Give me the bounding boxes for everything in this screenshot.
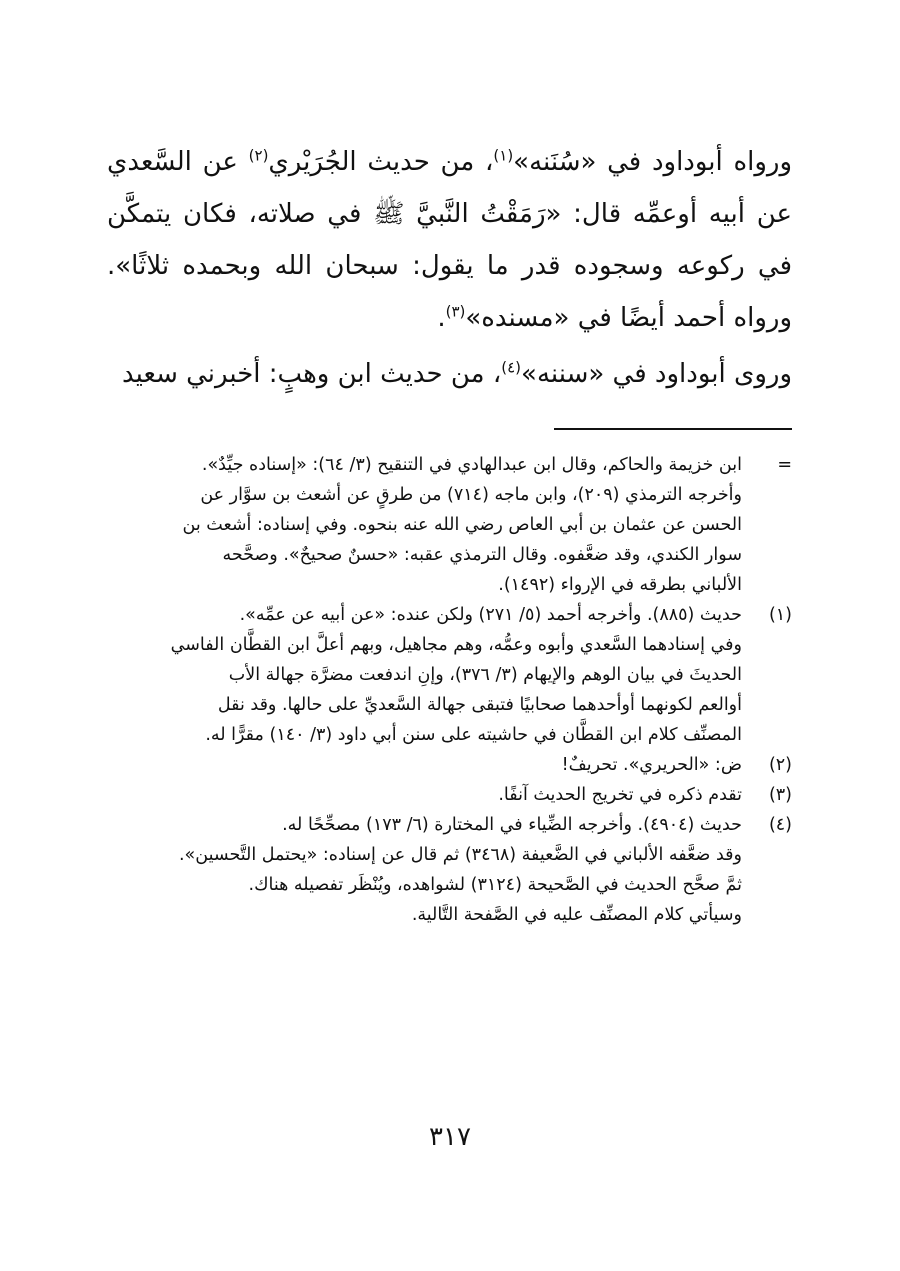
footnote-line: ابن خزيمة والحاكم، وقال ابن عبدالهادي في التنقيح (٣/ ٦٤): «إسناده جيِّدٌ».	[201, 455, 742, 475]
footnote-line: تقدم ذكره في تخريج الحديث آنفًا.	[498, 785, 742, 805]
footnote-separator	[554, 428, 792, 430]
footnote-line: وقد ضعَّفه الألباني في الضَّعيفة (٣٤٦٨) ثم قال عن إسناده: «يحتمل التَّحسين».	[178, 845, 742, 865]
footnote-line: حديث (٤٩٠٤). وأخرجه الضِّياء في المختارة (٦/ ١٧٣) مصحِّحًا له.	[282, 815, 742, 835]
footnote-ref-1: (١)	[493, 146, 514, 165]
footnote-line: أوالعم لكونهما أوأحدهما صحابيًا فتبقى جهالة السَّعديِّ على حالها. وقد نقل	[217, 695, 742, 715]
footnote-marker: (١)	[768, 605, 792, 625]
paragraph-1-part-c: عن السَّعدي عن أبيه أوعمِّه قال: «رَمَقْتُ النَّبيَّ ﷺ في صلاته، فكان يتمكَّن في ركوعه وسجوده قدر ما يقول: سبحان الله وبحمده ثلاثًا». ورواه أحمد أيضًا في «مسنده»	[107, 147, 792, 333]
footnote-line: المصنِّف كلام ابن القطَّان في حاشيته على سنن أبي داود (٣/ ١٤٠) مقرًّا له.	[205, 725, 742, 745]
footnote-3	[102, 780, 792, 810]
footnote-line: وأخرجه الترمذي (٢٠٩)، وابن ماجه (٧١٤) من طرقٍ عن أشعث بن سوَّار عن	[200, 485, 742, 505]
paragraph-1-part-a: ورواه أبوداود في «سُنَنه»	[513, 147, 793, 177]
paragraph-2	[107, 348, 792, 400]
footnote-body	[102, 780, 742, 810]
footnote-ref-2: (٢)	[248, 146, 269, 165]
footnote-marker: =	[777, 455, 792, 475]
footnote-line: حديث (٨٨٥). وأخرجه أحمد (٥/ ٢٧١) ولكن عنده: «عن أبيه عن عمِّه».	[239, 605, 742, 625]
footnote-line: سوار الكندي، وقد ضعَّفوه. وقال الترمذي عقبه: «حسنٌ صحيحٌ». وصحَّحه	[222, 545, 742, 565]
footnote-body	[102, 450, 742, 600]
footnote-marker: (٣)	[768, 785, 792, 805]
footnotes	[102, 450, 792, 930]
paragraph-2-part-b: ، من حديث ابن وهبٍ: أخبرني سعيد	[122, 359, 502, 389]
footnote-continuation	[102, 450, 792, 600]
footnote-line: الحديثَ في بيان الوهم والإيهام (٣/ ٣٧٦)، وإنِ اندفعت مضرَّة جهالة الأب	[228, 665, 742, 685]
footnote-marker: (٢)	[768, 755, 792, 775]
footnote-line: الألباني بطرقه في الإرواء (١٤٩٢).	[498, 575, 742, 595]
footnote-1	[102, 600, 792, 750]
footnote-line: ض: «الحريري». تحريفٌ!	[561, 755, 742, 775]
footnote-marker: (٤)	[768, 815, 792, 835]
paragraph-2-part-a: وروى أبوداود في «سننه»	[521, 359, 792, 389]
footnote-line: ثمَّ صحَّح الحديث في الصَّحيحة (٣١٢٤) لشواهده، ويُنْظَر تفصيله هناك.	[248, 875, 742, 895]
paragraph-1-part-b: ، من حديث الجُرَيْري	[268, 147, 494, 177]
footnote-body	[102, 750, 742, 780]
footnote-line: وفي إسنادهما السَّعدي وأبوه وعمُّه، وهم مجاهيل، وبهم أعلَّ ابن القطَّان الفاسي	[170, 635, 742, 655]
footnote-line: وسيأتي كلام المصنِّف عليه في الصَّفحة التَّالية.	[411, 905, 742, 925]
page-number: ٣١٧	[429, 1122, 471, 1152]
footnote-4	[102, 810, 792, 930]
footnote-body	[102, 810, 742, 930]
paragraph-1	[107, 136, 792, 344]
footnote-2	[102, 750, 792, 780]
footnote-body	[102, 600, 742, 750]
main-text	[107, 136, 792, 400]
footnote-ref-4: (٤)	[501, 358, 522, 377]
footnote-ref-3: (٣)	[445, 302, 466, 321]
footnote-line: الحسن عن عثمان بن أبي العاص رضي الله عنه بنحوه. وفي إسناده: أشعث بن	[182, 515, 742, 535]
paragraph-1-part-d: .	[437, 303, 446, 333]
